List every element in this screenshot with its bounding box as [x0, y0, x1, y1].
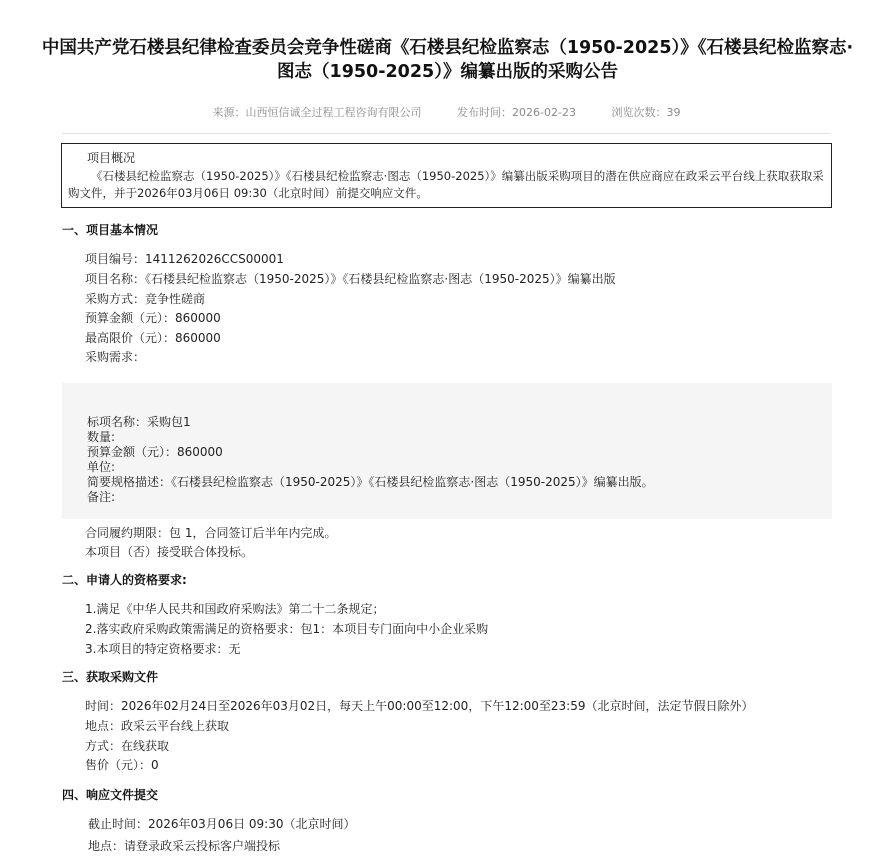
meta-views [611, 106, 680, 119]
section-heading-qualifications: 二、申请人的资格要求: [62, 573, 187, 587]
package-budget: 预算金额（元）：860000 [87, 445, 223, 459]
obtain-method: 方式：在线获取 [85, 739, 170, 753]
package-name: 标项名称：采购包1 [87, 415, 191, 429]
divider [62, 133, 831, 134]
package-spec: 简要规格描述：《石楼县纪检监察志（1950-2025）》《石楼县纪检监察志·图志（1950-2025）》编纂出版。 [87, 475, 654, 489]
qualification-item: 2.落实政府采购政策需满足的资格要求：包1：本项目专门面向中小企业采购 [85, 622, 489, 636]
overview-body: 《石楼县纪检监察志（1950-2025）》《石楼县纪检监察志·图志（1950-2025）》编纂出版采购项目的潜在供应商应在政采云平台线上获取获取采购文件，并于2026年03月06日 09:30（北京时间）前提交响应文件。 [68, 169, 824, 200]
project-name: 项目名称：《石楼县纪检监察志（1950-2025）》《石楼县纪检监察志·图志（1950-2025）》编纂出版 [85, 272, 616, 286]
max-price: 最高限价（元）：860000 [85, 331, 221, 345]
section-heading-submission: 四、响应文件提交 [62, 788, 159, 802]
project-number: 项目编号：1411262026CCS00001 [85, 252, 284, 266]
submission-location: 地点：请登录政采云投标客户端投标 [88, 839, 281, 853]
page-title: 中国共产党石楼县纪律检查委员会竞争性磋商《石楼县纪检监察志（1950-2025）》《石楼县纪检监察志·图志（1950-2025）》编纂出版的采购公告 [41, 38, 854, 82]
obtain-price: 售价（元）：0 [85, 758, 159, 772]
procurement-method: 采购方式：竞争性磋商 [85, 292, 206, 306]
contract-period: 合同履约期限：包 1，合同签订后半年内完成。 [85, 526, 337, 540]
article-meta [0, 104, 893, 120]
obtain-location: 地点：政采云平台线上获取 [85, 719, 230, 733]
meta-views-label: 浏览次数： [611, 106, 667, 119]
meta-views-value: 39 [666, 106, 681, 119]
package-remark: 备注: [87, 490, 116, 504]
meta-publish-value: 2026-02-23 [512, 106, 576, 119]
meta-source [213, 106, 422, 119]
overview-heading: 项目概况 [87, 151, 136, 165]
procurement-requirements-label: 采购需求： [85, 350, 146, 364]
meta-source-label: 来源： [212, 106, 246, 119]
qualification-item: 1.满足《中华人民共和国政府采购法》第二十二条规定； [85, 602, 385, 616]
section-heading-obtain-docs: 三、获取采购文件 [62, 670, 159, 684]
package-quantity: 数量: [87, 430, 116, 444]
package-details [62, 383, 832, 519]
meta-publish-time [457, 106, 576, 119]
overview-box [61, 143, 832, 208]
budget-amount: 预算金额（元）：860000 [85, 311, 221, 325]
section-heading-basic-info: 一、项目基本情况 [62, 223, 159, 237]
submission-deadline: 截止时间：2026年03月06日 09:30（北京时间） [88, 817, 356, 831]
qualification-item: 3.本项目的特定资格要求：无 [85, 642, 241, 656]
consortium-note: 本项目（否）接受联合体投标。 [85, 545, 254, 559]
meta-publish-label: 发布时间： [457, 106, 513, 119]
package-unit: 单位: [87, 460, 116, 474]
meta-source-value: 山西恒信诚全过程工程咨询有限公司 [245, 106, 422, 119]
obtain-time: 时间：2026年02月24日至2026年03月02日，每天上午00:00至12:00，下午12:00至23:59（北京时间，法定节假日除外） [85, 699, 754, 713]
